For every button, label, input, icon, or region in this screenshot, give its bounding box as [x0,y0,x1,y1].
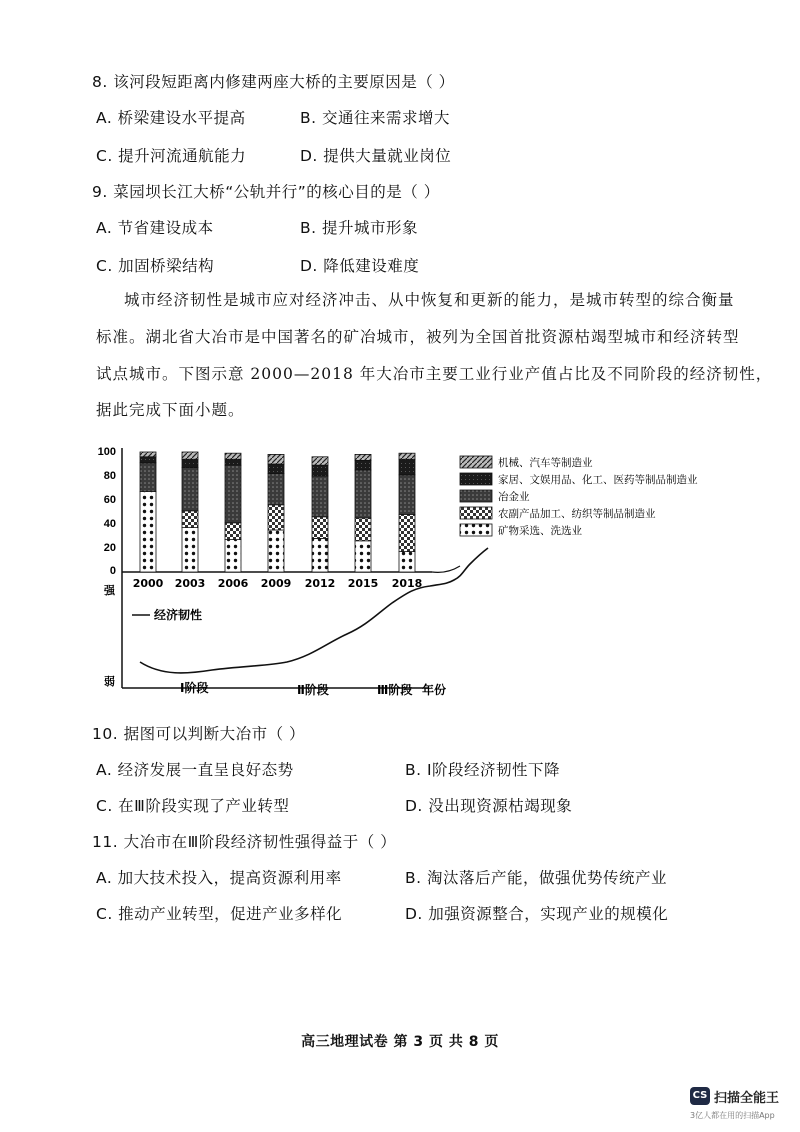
y-tick-60: 60 [103,494,116,506]
q8-option-c: C. 提升河流通航能力 [96,147,247,165]
q10-option-d: D. 没出现资源枯竭现象 [405,797,573,815]
bar-2015-series-4 [355,460,371,470]
bar-2018-series-4 [399,459,415,475]
q11-option-b: B. 淘汰落后产能，做强优势传统产业 [405,869,667,887]
passage-line-4: 据此完成下面小题。 [96,401,245,419]
legend-swatch-4 [460,473,492,485]
q9-stem: 9. 菜园坝长江大桥“公轨并行”的核心目的是（ ） [92,183,440,201]
q10-option-a: A. 经济发展一直呈良好态势 [96,761,294,779]
bar-2000-series-1 [140,492,156,572]
bar-2000-series-4 [140,457,156,463]
q8-option-b: B. 交通往来需求增大 [300,109,450,127]
q11-option-d: D. 加强资源整合，实现产业的规模化 [405,905,669,923]
page-footer: 高三地理试卷 第 3 页 共 8 页 [301,1034,499,1050]
legend-swatch-2 [460,507,492,519]
bar-2012-series-1 [312,538,328,572]
resilience-axis-strong: 强 [104,584,115,597]
resilience-axis-weak: 弱 [104,675,115,688]
legend [460,456,698,537]
passage-line-1: 城市经济韧性是城市应对经济冲击、从中恢复和更新的能力，是城市转型的综合衡量 [124,291,735,309]
y-tick-20: 20 [103,542,116,554]
bar-2009-series-5 [268,454,284,464]
q11-option-c: C. 推动产业转型，促进产业多样化 [96,905,343,923]
x-tick-2003: 2003 [174,577,206,590]
camscanner-tagline: 3亿人都在用的扫描App [690,1111,775,1120]
bar-2012-series-5 [312,457,328,465]
x-tick-2018: 2018 [391,577,423,590]
x-tick-2015: 2015 [347,577,379,590]
bar-2018-series-3 [399,475,415,515]
bar-2003-series-4 [182,459,198,467]
q11-stem: 11. 大冶市在Ⅲ阶段经济韧性强得益于（ ） [92,833,397,851]
q8-option-d: D. 提供大量就业岗位 [300,147,452,165]
legend-label-1: 矿物采选、洗选业 [498,525,582,537]
baseline-end-curve [432,566,460,572]
stacked-bars [140,452,415,572]
bar-2015-series-3 [355,470,371,518]
bar-2006-series-5 [225,453,241,459]
bar-2015-series-5 [355,454,371,460]
legend-label-4: 家居、文娱用品、化工、医药等制品制造业 [498,474,698,486]
q11-option-a: A. 加大技术投入，提高资源利用率 [96,869,342,887]
bar-2009-series-4 [268,464,284,474]
legend-swatch-3 [460,490,492,502]
x-tick-2006: 2006 [217,577,249,590]
q10-stem: 10. 据图可以判断大冶市（ ） [92,725,306,743]
bar-2006-series-2 [225,523,241,540]
bar-2003-series-1 [182,528,198,572]
bar-2003-series-5 [182,452,198,459]
bar-2006-series-1 [225,540,241,572]
legend-swatch-5 [460,456,492,468]
bar-2012-series-2 [312,517,328,539]
x-tick-2012: 2012 [304,577,336,590]
bar-2015-series-1 [355,541,371,572]
x-tick-2000: 2000 [132,577,164,590]
bar-2006-series-4 [225,459,241,465]
q9-option-a: A. 节省建设成本 [96,219,214,237]
q8-stem: 8. 该河段短距离内修建两座大桥的主要原因是（ ） [92,73,455,91]
camscanner-logo: CS [690,1087,710,1105]
y-tick-0: 0 [109,565,116,577]
q9-option-c: C. 加固桥梁结构 [96,257,215,275]
stage-3-label: Ⅲ阶段 [377,683,413,697]
passage-line-3: 试点城市。下图示意 2000—2018 年大冶市主要工业行业产值占比及不同阶段的经济韧性， [96,365,773,383]
bar-2012-series-4 [312,465,328,476]
stage-2-label: Ⅱ阶段 [297,683,329,697]
bar-2009-series-2 [268,505,284,530]
x-tick-labels [133,577,423,590]
bar-2012-series-3 [312,476,328,517]
bar-2018-series-5 [399,453,415,459]
bar-2018-series-2 [399,514,415,551]
x-axis-year-label: 年份 [422,683,447,697]
bar-2000-series-5 [140,452,156,457]
passage-line-2: 标准。湖北省大冶市是中国著名的矿冶城市，被列为全国首批资源枯竭型城市和经济转型 [96,328,740,346]
stage-1-label: Ⅰ阶段 [180,681,209,695]
x-tick-2009: 2009 [260,577,292,590]
bar-2000-series-3 [140,463,156,492]
y-tick-100: 100 [97,446,116,458]
camscanner-name: 扫描全能王 [714,1091,780,1106]
legend-label-5: 机械、汽车等制造业 [498,457,593,469]
bar-2009-series-1 [268,530,284,572]
q9-option-b: B. 提升城市形象 [300,219,418,237]
y-tick-40: 40 [103,518,116,530]
resilience-legend-label: 经济韧性 [154,608,203,622]
q9-option-d: D. 降低建设难度 [300,257,420,275]
legend-label-2: 农副产品加工、纺织等制品制造业 [498,508,656,520]
y-tick-80: 80 [103,470,116,482]
legend-label-3: 冶金业 [498,491,530,503]
bar-2003-series-2 [182,511,198,528]
q10-option-b: B. Ⅰ阶段经济韧性下降 [405,761,561,779]
bar-2018-series-1 [399,552,415,572]
q10-option-c: C. 在Ⅲ阶段实现了产业转型 [96,797,290,815]
industry-resilience-chart [92,438,712,700]
legend-swatch-1 [460,524,492,536]
bar-2006-series-3 [225,465,241,523]
bar-2015-series-2 [355,518,371,541]
bar-2009-series-3 [268,474,284,505]
y-tick-labels [98,446,116,577]
bar-2003-series-3 [182,468,198,511]
q8-option-a: A. 桥梁建设水平提高 [96,109,246,127]
